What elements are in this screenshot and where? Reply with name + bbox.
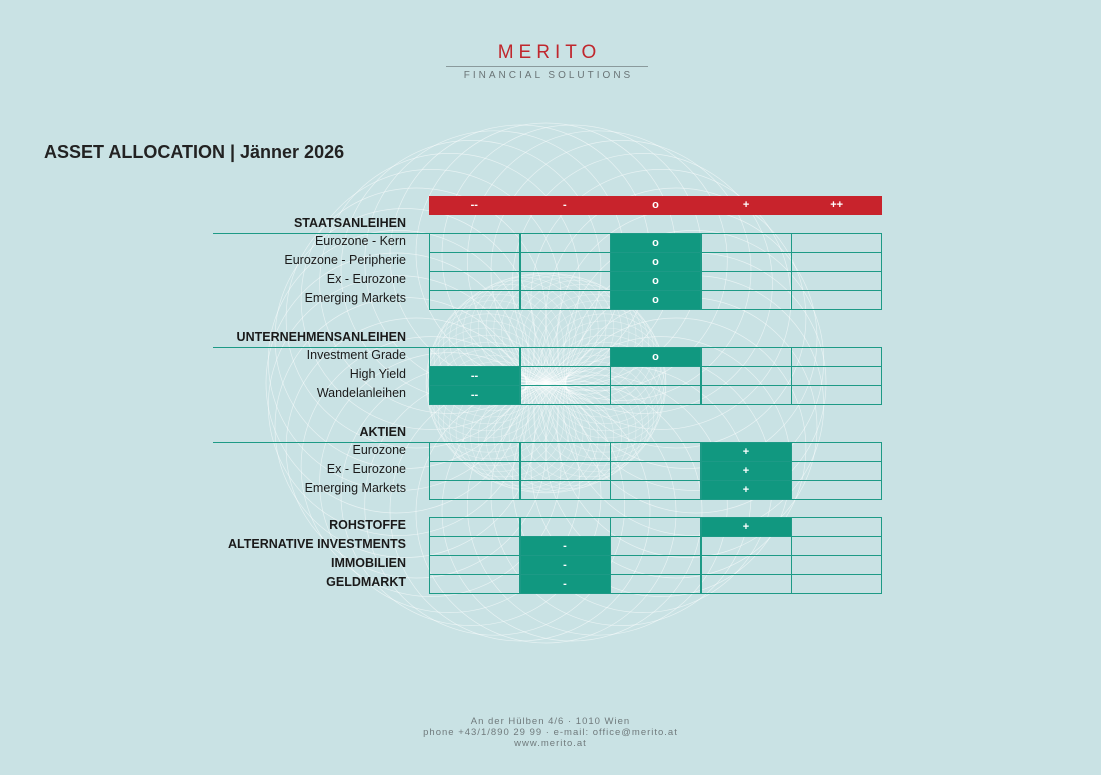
allocation-row-cell [520, 233, 611, 253]
scale-neutral: o [652, 199, 659, 211]
allocation-row-cell [701, 271, 792, 291]
scale-negative: - [563, 199, 567, 211]
allocation-row-cell [429, 555, 520, 575]
allocation-row-cell [429, 252, 520, 272]
allocation-row-label: ROHSTOFFE [329, 518, 406, 532]
allocation-row-label: Eurozone - Peripherie [284, 253, 406, 267]
allocation-row-cell [429, 347, 520, 367]
allocation-row-cell [520, 385, 611, 405]
allocation-row-cell [429, 290, 520, 310]
allocation-row-cell [701, 574, 792, 594]
allocation-row-cell [701, 536, 792, 556]
allocation-row-cell [610, 385, 701, 405]
allocation-row-label: IMMOBILIEN [331, 556, 406, 570]
scale-very-positive: ++ [830, 199, 844, 211]
allocation-row-cell: - [520, 536, 611, 556]
footer [0, 716, 1101, 749]
allocation-row-cell [610, 555, 701, 575]
allocation-row-label: Eurozone [352, 443, 406, 457]
allocation-row-cell: o [610, 271, 701, 291]
logo-divider [446, 66, 648, 67]
allocation-row-cell [791, 480, 882, 500]
allocation-row-cell [791, 347, 882, 367]
allocation-row-label: Emerging Markets [304, 481, 406, 495]
allocation-row-cell [429, 271, 520, 291]
allocation-row-label: Eurozone - Kern [314, 234, 406, 248]
allocation-row-cell [701, 555, 792, 575]
allocation-row-label: Wandelanleihen [316, 386, 406, 400]
allocation-row-cell: + [701, 480, 792, 500]
allocation-row-cell [701, 385, 792, 405]
allocation-row-cell: o [610, 252, 701, 272]
allocation-row-cell [701, 347, 792, 367]
allocation-row-cell [429, 517, 520, 537]
allocation-row-cell [520, 290, 611, 310]
allocation-row-cell [610, 461, 701, 481]
allocation-row-cell [520, 271, 611, 291]
allocation-row-cell: - [520, 555, 611, 575]
allocation-row-cell: + [701, 442, 792, 462]
allocation-row-cell [520, 347, 611, 367]
page-title: ASSET ALLOCATION | Jänner 2026 [44, 142, 345, 162]
footer-address: An der Hülben 4/6 · 1010 Wien [470, 716, 631, 727]
allocation-row-cell [429, 233, 520, 253]
allocation-row-cell [429, 442, 520, 462]
section-heading: STAATSANLEIHEN [293, 216, 406, 230]
allocation-row-cell [791, 233, 882, 253]
allocation-row-label: High Yield [349, 367, 406, 381]
allocation-row-cell [429, 574, 520, 594]
allocation-row-label: Ex - Eurozone [326, 272, 406, 286]
allocation-row-cell [610, 366, 701, 386]
allocation-row-cell: -- [429, 366, 520, 386]
allocation-row-cell [701, 233, 792, 253]
allocation-row-cell [701, 252, 792, 272]
allocation-row-cell [791, 252, 882, 272]
allocation-row-cell [791, 574, 882, 594]
allocation-row-cell: + [701, 517, 792, 537]
allocation-row-cell [520, 461, 611, 481]
allocation-row-cell [701, 290, 792, 310]
allocation-row-cell [791, 366, 882, 386]
allocation-row-cell [429, 536, 520, 556]
allocation-row-cell: o [610, 233, 701, 253]
allocation-row-cell [791, 290, 882, 310]
allocation-row-cell [610, 517, 701, 537]
allocation-row-cell [791, 555, 882, 575]
allocation-row-cell [520, 442, 611, 462]
allocation-row-label: GELDMARKT [326, 575, 406, 589]
allocation-row-cell [429, 461, 520, 481]
allocation-row-cell [429, 480, 520, 500]
allocation-row-cell [791, 385, 882, 405]
allocation-row-cell [791, 442, 882, 462]
logo-subtitle: FINANCIAL SOLUTIONS [463, 70, 634, 81]
section-heading: UNTERNEHMENSANLEIHEN [236, 330, 406, 344]
allocation-row-cell: o [610, 290, 701, 310]
allocation-row-cell [791, 536, 882, 556]
allocation-row-cell [610, 574, 701, 594]
allocation-row-cell [610, 536, 701, 556]
scale-very-negative: -- [470, 199, 478, 211]
allocation-row-label: Investment Grade [306, 348, 406, 362]
logo-brand: MERITO [497, 42, 602, 63]
scale-positive: + [742, 199, 750, 211]
allocation-row-cell [791, 517, 882, 537]
allocation-row-cell [520, 366, 611, 386]
section-heading: AKTIEN [359, 425, 406, 439]
allocation-row-cell [791, 271, 882, 291]
allocation-row-cell [520, 252, 611, 272]
allocation-row-cell [610, 480, 701, 500]
allocation-row-cell: - [520, 574, 611, 594]
allocation-row-cell: o [610, 347, 701, 367]
allocation-row-cell [791, 461, 882, 481]
allocation-row-cell: + [701, 461, 792, 481]
scale-header [429, 196, 882, 215]
allocation-row-cell [520, 517, 611, 537]
allocation-row-cell: -- [429, 385, 520, 405]
allocation-row-label: ALTERNATIVE INVESTMENTS [227, 537, 406, 551]
allocation-row-cell [701, 366, 792, 386]
footer-web: www.merito.at [514, 738, 587, 749]
merito-logo [446, 42, 648, 82]
allocation-row-cell [610, 442, 701, 462]
allocation-row-label: Emerging Markets [304, 291, 406, 305]
allocation-row-label: Ex - Eurozone [326, 462, 406, 476]
allocation-row-cell [520, 480, 611, 500]
footer-contact: phone +43/1/890 29 99 · e-mail: office@merito.at [423, 727, 678, 738]
